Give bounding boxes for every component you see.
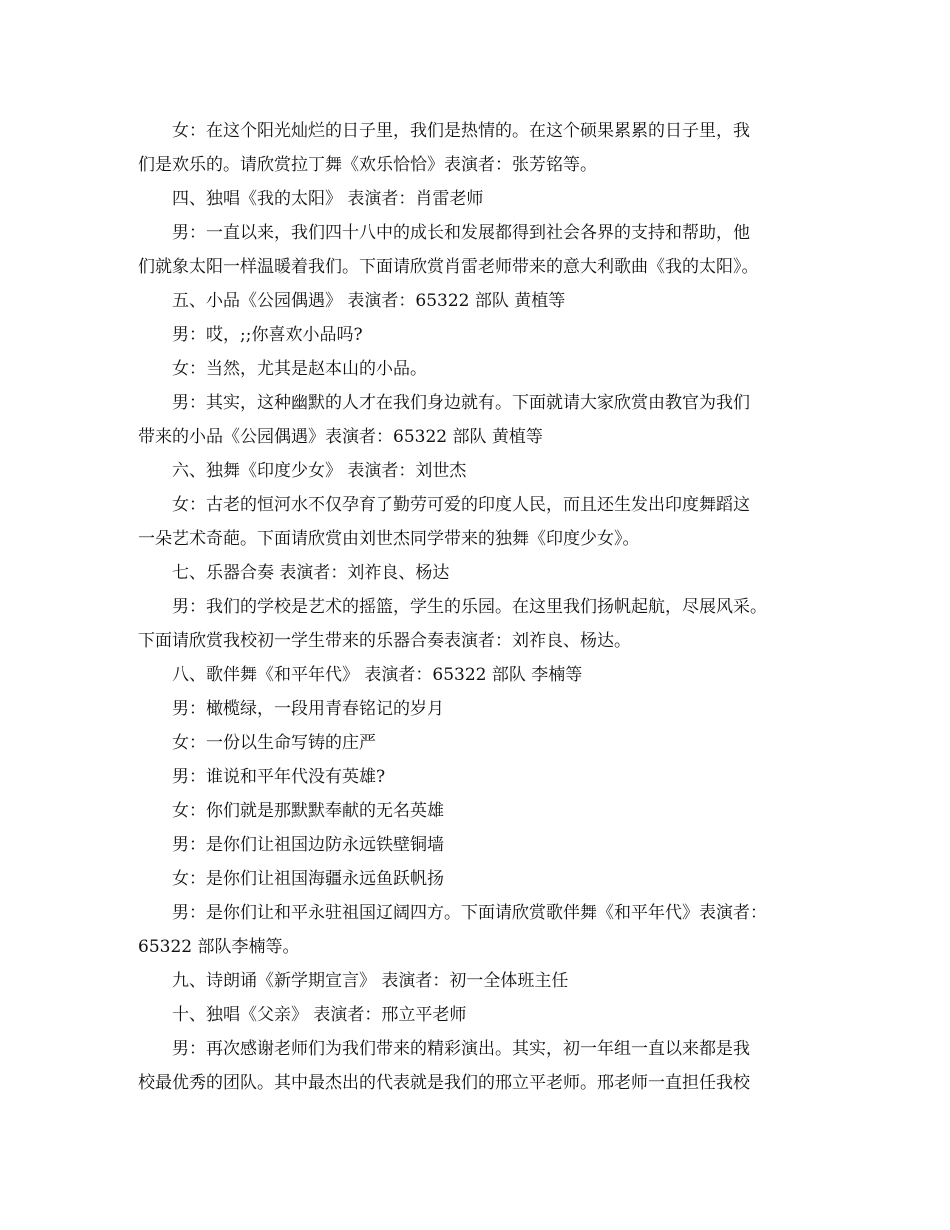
paragraph-first-line: 男：哎，;;你喜欢小品吗?	[172, 325, 363, 345]
paragraph-first-line: 八、歌伴舞《和平年代》 表演者：65322 部队 李楠等	[172, 665, 583, 685]
paragraph-first-line: 九、诗朗诵《新学期宣言》 表演者：初一全体班主任	[172, 971, 569, 991]
paragraph	[138, 896, 818, 964]
paragraph	[138, 1032, 818, 1100]
paragraph	[138, 114, 818, 182]
document-body	[138, 114, 818, 1100]
paragraph-continuation-line: 校最优秀的团队。其中最杰出的代表就是我们的邢立平老师。邢老师一直担任我校	[138, 1073, 750, 1093]
paragraph	[138, 726, 818, 760]
paragraph-continuation-line: 带来的小品《公园偶遇》表演者：65322 部队 黄植等	[138, 427, 543, 447]
paragraph	[138, 352, 818, 386]
paragraph	[138, 386, 818, 454]
paragraph	[138, 182, 818, 216]
paragraph	[138, 794, 818, 828]
paragraph-continuation-line: 们就象太阳一样温暖着我们。下面请欣赏肖雷老师带来的意大利歌曲《我的太阳》。	[138, 257, 759, 277]
paragraph-first-line: 女：你们就是那默默奉献的无名英雄	[172, 801, 444, 821]
paragraph-first-line: 六、独舞《印度少女》 表演者：刘世杰	[172, 461, 467, 481]
paragraph-first-line: 男：谁说和平年代没有英雄?	[172, 767, 386, 787]
paragraph	[138, 488, 818, 556]
paragraph	[138, 216, 818, 284]
paragraph	[138, 828, 818, 862]
paragraph-first-line: 男：其实，这种幽默的人才在我们身边就有。下面就请大家欣赏由教官为我们	[172, 393, 750, 413]
paragraph	[138, 556, 818, 590]
paragraph	[138, 658, 818, 692]
paragraph-first-line: 十、独唱《父亲》 表演者：邢立平老师	[172, 1005, 467, 1025]
paragraph-first-line: 男：是你们让祖国边防永远铁壁铜墙	[172, 835, 444, 855]
paragraph-first-line: 女：当然，尤其是赵本山的小品。	[172, 359, 427, 379]
paragraph	[138, 692, 818, 726]
paragraph-first-line: 五、小品《公园偶遇》 表演者：65322 部队 黄植等	[172, 291, 566, 311]
paragraph-first-line: 女：是你们让祖国海疆永远鱼跃帆扬	[172, 869, 444, 889]
paragraph-first-line: 女：古老的恒河水不仅孕育了勤劳可爱的印度人民，而且还生发出印度舞蹈这	[172, 495, 750, 515]
paragraph	[138, 590, 818, 658]
paragraph	[138, 454, 818, 488]
paragraph	[138, 964, 818, 998]
paragraph-first-line: 男：一直以来，我们四十八中的成长和发展都得到社会各界的支持和帮助，他	[172, 223, 750, 243]
paragraph	[138, 318, 818, 352]
paragraph-first-line: 女：一份以生命写铸的庄严	[172, 733, 376, 753]
paragraph-first-line: 男：是你们让和平永驻祖国辽阔四方。下面请欣赏歌伴舞《和平年代》表演者：	[172, 903, 767, 923]
paragraph-first-line: 四、独唱《我的太阳》 表演者：肖雷老师	[172, 189, 484, 209]
paragraph-first-line: 男：我们的学校是艺术的摇篮，学生的乐园。在这里我们扬帆起航，尽展风采。	[172, 597, 767, 617]
paragraph	[138, 284, 818, 318]
paragraph	[138, 862, 818, 896]
paragraph-continuation-line: 65322 部队李楠等。	[138, 937, 300, 957]
paragraph-first-line: 男：再次感谢老师们为我们带来的精彩演出。其实，初一年组一直以来都是我	[172, 1039, 750, 1059]
paragraph-first-line: 女：在这个阳光灿烂的日子里，我们是热情的。在这个硕果累累的日子里，我	[172, 121, 750, 141]
paragraph-first-line: 七、乐器合奏 表演者：刘祚良、杨达	[172, 563, 450, 583]
paragraph-continuation-line: 们是欢乐的。请欣赏拉丁舞《欢乐恰恰》表演者：张芳铭等。	[138, 155, 597, 175]
paragraph-continuation-line: 下面请欣赏我校初一学生带来的乐器合奏表演者：刘祚良、杨达。	[138, 631, 631, 651]
paragraph-first-line: 男：橄榄绿，一段用青春铭记的岁月	[172, 699, 444, 719]
paragraph	[138, 998, 818, 1032]
paragraph	[138, 760, 818, 794]
paragraph-continuation-line: 一朵艺术奇葩。下面请欣赏由刘世杰同学带来的独舞《印度少女》。	[138, 529, 640, 549]
